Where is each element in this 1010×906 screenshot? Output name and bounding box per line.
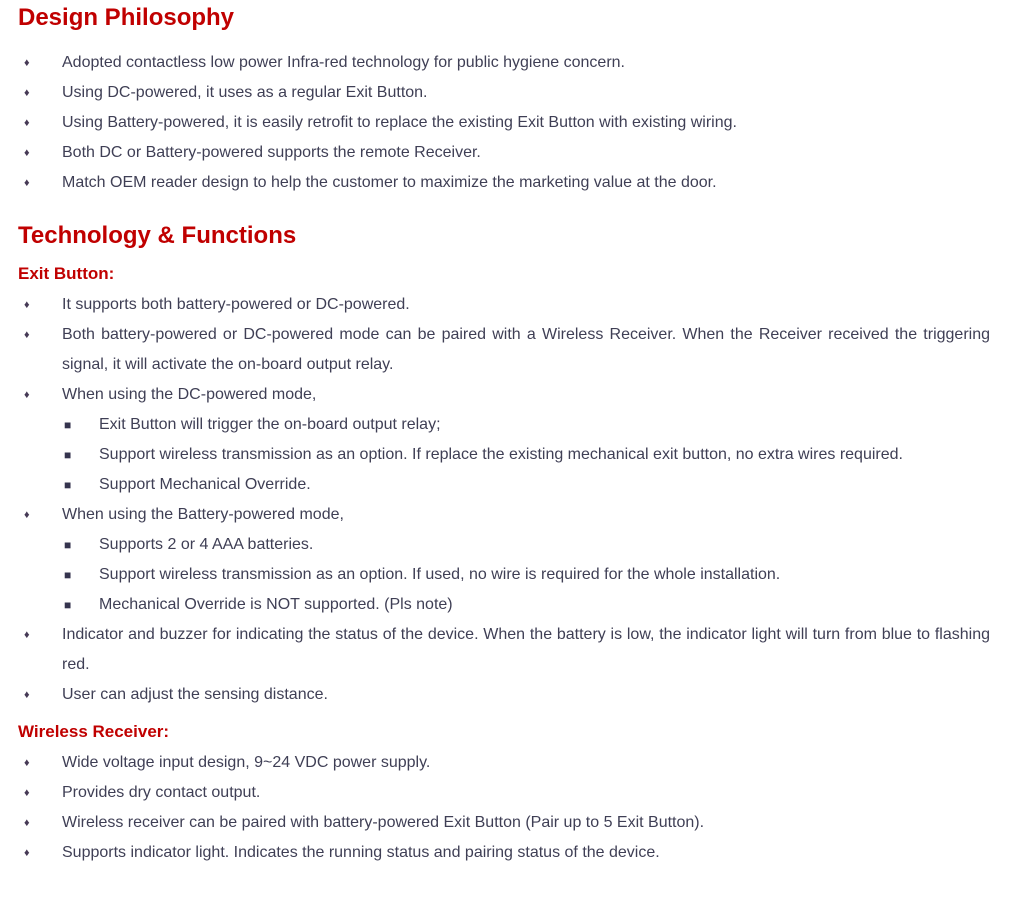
diamond-bullet-icon: ♦	[24, 299, 30, 311]
list-item-text: Wide voltage input design, 9~24 VDC power supply.	[62, 754, 431, 771]
sub-list-item	[18, 560, 990, 590]
list-item	[18, 620, 990, 680]
diamond-bullet-icon: ♦	[24, 117, 30, 129]
list-item	[18, 380, 990, 410]
square-bullet-icon: ■	[64, 418, 72, 432]
sub-list-item-text: Supports 2 or 4 AAA batteries.	[99, 536, 314, 553]
square-bullet-icon: ■	[64, 598, 72, 612]
list-item	[18, 808, 990, 838]
diamond-bullet-icon: ♦	[24, 147, 30, 159]
list-item-text: Both DC or Battery-powered supports the remote Receiver.	[62, 144, 481, 161]
list-item	[18, 290, 990, 320]
sub-list-item-text: Exit Button will trigger the on-board output relay;	[99, 416, 441, 433]
square-bullet-icon: ■	[64, 478, 72, 492]
sub-list-item-text: Support wireless transmission as an option. If used, no wire is required for the whole installation.	[99, 566, 781, 583]
diamond-bullet-icon: ♦	[24, 177, 30, 189]
diamond-bullet-icon: ♦	[24, 57, 30, 69]
sub-list-item-text: Mechanical Override is NOT supported. (Pls note)	[99, 596, 453, 613]
square-bullet-icon: ■	[64, 568, 72, 582]
diamond-bullet-icon: ♦	[24, 629, 30, 641]
list-item	[18, 680, 990, 710]
diamond-bullet-icon: ♦	[24, 329, 30, 341]
list-item	[18, 48, 990, 78]
list-item	[18, 78, 990, 108]
list-item-text: User can adjust the sensing distance.	[62, 686, 328, 703]
exit-button-subheading: Exit Button:	[18, 264, 115, 283]
list-item-text: Supports indicator light. Indicates the running status and pairing status of the device.	[62, 844, 660, 861]
diamond-bullet-icon: ♦	[24, 389, 30, 401]
list-item-text: Match OEM reader design to help the customer to maximize the marketing value at the door.	[62, 174, 717, 191]
list-item-text: Provides dry contact output.	[62, 784, 261, 801]
design-philosophy-heading: Design Philosophy	[18, 4, 235, 31]
list-item-text: Using Battery-powered, it is easily retrofit to replace the existing Exit Button with existing wiring.	[62, 114, 737, 131]
diamond-bullet-icon: ♦	[24, 817, 30, 829]
technology-functions-heading: Technology & Functions	[18, 222, 297, 249]
list-item	[18, 138, 990, 168]
diamond-bullet-icon: ♦	[24, 87, 30, 99]
list-item-text: When using the Battery-powered mode,	[62, 506, 344, 523]
diamond-bullet-icon: ♦	[24, 847, 30, 859]
sub-list-item	[18, 440, 990, 470]
list-item	[18, 748, 990, 778]
list-item-text: Adopted contactless low power Infra-red technology for public hygiene concern.	[62, 54, 625, 71]
list-item	[18, 500, 990, 530]
list-item	[18, 778, 990, 808]
list-item-text: When using the DC-powered mode,	[62, 386, 317, 403]
sub-list-item-text: Support Mechanical Override.	[99, 476, 311, 493]
diamond-bullet-icon: ♦	[24, 757, 30, 769]
diamond-bullet-icon: ♦	[24, 689, 30, 701]
list-item	[18, 320, 990, 380]
list-item-text: Using DC-powered, it uses as a regular Exit Button.	[62, 84, 428, 101]
list-item	[18, 108, 990, 138]
list-item-text: It supports both battery-powered or DC-powered.	[62, 296, 410, 313]
sub-list-item	[18, 590, 990, 620]
square-bullet-icon: ■	[64, 448, 72, 462]
list-item-text: Wireless receiver can be paired with battery-powered Exit Button (Pair up to 5 Exit Button).	[62, 814, 705, 831]
diamond-bullet-icon: ♦	[24, 509, 30, 521]
sub-list-item	[18, 410, 990, 440]
sub-list-item	[18, 470, 990, 500]
sub-list-item	[18, 530, 990, 560]
sub-list-item-text: Support wireless transmission as an option. If replace the existing mechanical exit button, no extra wires required.	[99, 446, 903, 463]
list-item	[18, 838, 990, 868]
diamond-bullet-icon: ♦	[24, 787, 30, 799]
list-item-text: Both battery-powered or DC-powered mode can be paired with a Wireless Receiver. When the Receiver received the triggering signal, it will activate the on-board output relay.	[62, 326, 990, 373]
list-item-text: Indicator and buzzer for indicating the status of the device. When the battery is low, the indicator light will turn from blue to flashing red.	[62, 626, 990, 673]
wireless-receiver-subheading: Wireless Receiver:	[18, 722, 170, 741]
square-bullet-icon: ■	[64, 538, 72, 552]
list-item	[18, 168, 990, 198]
